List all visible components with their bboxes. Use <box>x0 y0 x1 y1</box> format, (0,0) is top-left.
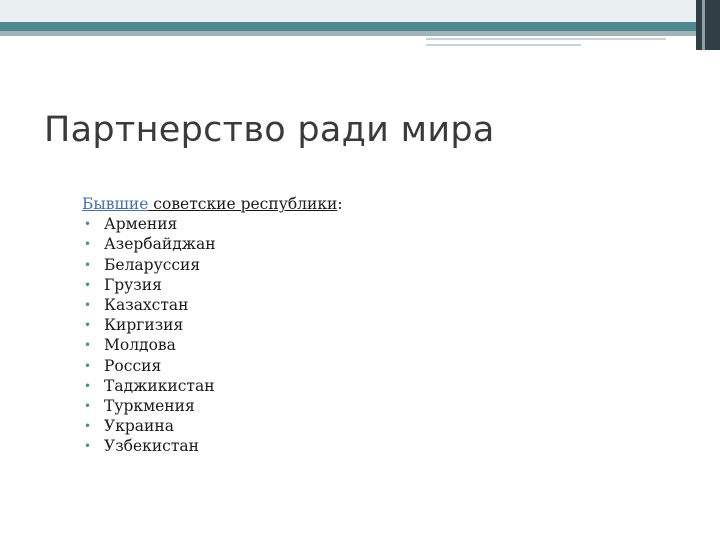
republic-list <box>82 214 343 456</box>
bullet-icon: • <box>84 439 92 454</box>
list-item <box>82 255 343 275</box>
list-item <box>82 315 343 335</box>
corner-stripe <box>702 0 705 50</box>
slide-content <box>82 194 343 457</box>
bullet-icon: • <box>84 277 92 292</box>
bullet-icon: • <box>84 217 92 232</box>
decor-line <box>426 44 581 46</box>
bullet-icon: • <box>84 318 92 333</box>
list-item-label: Россия <box>104 356 162 375</box>
list-item-label: Украина <box>104 417 174 436</box>
list-item <box>82 436 343 456</box>
band-background <box>0 0 720 22</box>
list-item <box>82 335 343 355</box>
list-item-label: Грузия <box>104 275 162 294</box>
bullet-icon: • <box>84 358 92 373</box>
list-item <box>82 356 343 376</box>
list-intro <box>82 194 343 214</box>
list-item <box>82 234 343 254</box>
intro-underlined: советские республики <box>148 195 338 213</box>
bullet-icon: • <box>84 338 92 353</box>
band-gray-stripe <box>0 31 696 36</box>
bullet-icon: • <box>84 419 92 434</box>
list-item-label: Туркмения <box>104 397 195 416</box>
intro-colon: : <box>337 195 343 213</box>
list-item-label: Киргизия <box>104 316 184 335</box>
decor-line <box>426 38 666 40</box>
bullet-icon: • <box>84 257 92 272</box>
list-item <box>82 214 343 234</box>
list-item-label: Таджикистан <box>104 376 215 395</box>
slide-title: Партнерство ради мира <box>44 110 495 150</box>
list-item-label: Молдова <box>104 336 176 355</box>
list-item <box>82 275 343 295</box>
list-item <box>82 376 343 396</box>
list-item <box>82 295 343 315</box>
bullet-icon: • <box>84 399 92 414</box>
list-item <box>82 416 343 436</box>
intro-highlight: Бывшие <box>82 195 149 213</box>
corner-block <box>696 0 720 50</box>
bullet-icon: • <box>84 237 92 252</box>
bullet-icon: • <box>84 298 92 313</box>
list-item-label: Армения <box>104 215 178 234</box>
list-item-label: Узбекистан <box>104 437 200 456</box>
bullet-icon: • <box>84 378 92 393</box>
list-item-label: Азербайджан <box>104 235 216 254</box>
band-teal-stripe <box>0 22 696 31</box>
list-item-label: Беларуссия <box>104 255 201 274</box>
list-item-label: Казахстан <box>104 296 189 315</box>
list-item <box>82 396 343 416</box>
